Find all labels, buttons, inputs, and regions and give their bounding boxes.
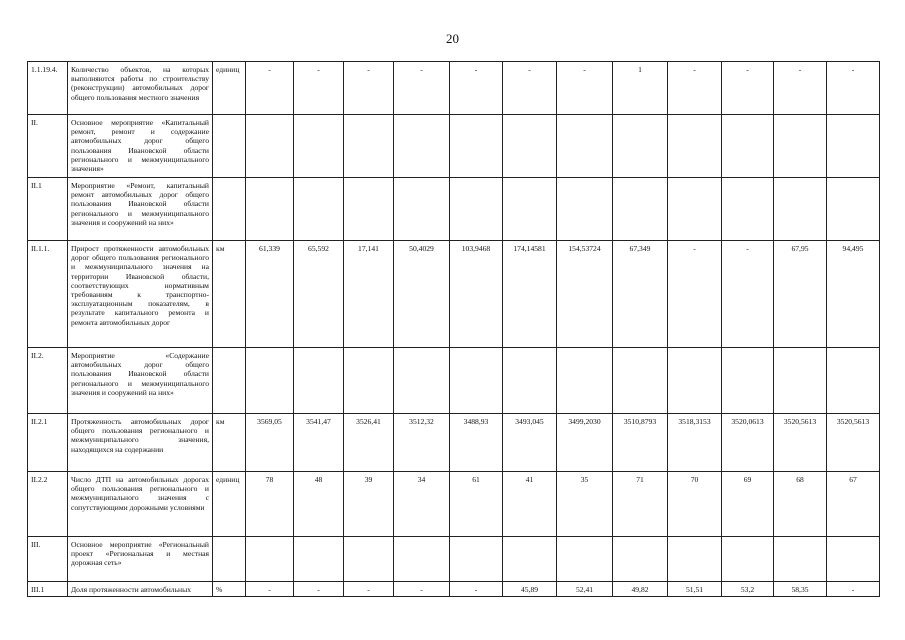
row-number-cell: III. <box>28 537 68 582</box>
value-cell <box>774 115 827 178</box>
value-cell <box>827 115 880 178</box>
value-cell: 78 <box>246 472 294 537</box>
value-cell <box>613 115 668 178</box>
unit-cell: км <box>213 414 246 472</box>
row-number-cell: II.2. <box>28 348 68 414</box>
unit-cell <box>213 178 246 241</box>
value-cell <box>668 537 722 582</box>
indicator-name-cell: Количество объектов, на которых выполняются работы по строительству (реконструкции) автомобильных дорог общего пользования местного значения <box>68 62 213 115</box>
table-row <box>28 241 880 348</box>
indicator-name-cell: Мероприятие «Содержание автомобильных дорог общего пользования Ивановской области регионального и межмуниципального значения и сооружений на них» <box>68 348 213 414</box>
indicator-name-cell: Основное мероприятие «Региональный проект «Региональная и местная дорожная сеть» <box>68 537 213 582</box>
value-cell: - <box>294 62 344 115</box>
value-cell: 3541,47 <box>294 414 344 472</box>
indicator-name-cell: Протяженность автомобильных дорог общего пользования регионального и межмуниципального значения, находящихся на содержании <box>68 414 213 472</box>
value-cell <box>246 115 294 178</box>
value-cell: - <box>450 582 503 597</box>
indicator-name-cell: Прирост протяженности автомобильных дорог общего пользования регионального и межмуниципального значения на территории Ивановской области, соответствующих нормативным требованиям к транспортно-эксплуатационным показателям, в результате капитального ремонта и ремонта автомобильных дорог <box>68 241 213 348</box>
value-cell <box>450 178 503 241</box>
value-cell <box>557 178 613 241</box>
value-cell: - <box>722 241 774 348</box>
value-cell: 71 <box>613 472 668 537</box>
unit-cell <box>213 115 246 178</box>
indicator-name-cell: Мероприятие «Ремонт, капитальный ремонт автомобильных дорог общего пользования Ивановской области регионального и межмуниципального значения и сооружений на них» <box>68 178 213 241</box>
value-cell: 3520,5613 <box>774 414 827 472</box>
value-cell: 67,95 <box>774 241 827 348</box>
row-number-cell: III.1 <box>28 582 68 597</box>
table-row <box>28 348 880 414</box>
value-cell <box>668 115 722 178</box>
value-cell: - <box>294 582 344 597</box>
indicators-table <box>27 61 880 597</box>
value-cell: 50,4029 <box>394 241 450 348</box>
unit-cell: единиц <box>213 472 246 537</box>
value-cell: 70 <box>668 472 722 537</box>
value-cell <box>246 178 294 241</box>
value-cell: 48 <box>294 472 344 537</box>
value-cell: 3499,2030 <box>557 414 613 472</box>
value-cell: 3518,3153 <box>668 414 722 472</box>
unit-cell <box>213 537 246 582</box>
value-cell <box>394 348 450 414</box>
value-cell <box>344 178 394 241</box>
value-cell <box>774 537 827 582</box>
indicator-name-cell: Основное мероприятие «Капитальный ремонт, ремонт и содержание автомобильных дорог общего пользования Ивановской области регионального и межмуниципального значения» <box>68 115 213 178</box>
value-cell: - <box>774 62 827 115</box>
value-cell: 3493,045 <box>503 414 557 472</box>
indicator-name-cell: Доля протяженности автомобильных <box>68 582 213 597</box>
value-cell <box>557 348 613 414</box>
row-number-cell: II.1 <box>28 178 68 241</box>
row-number-cell: II.2.1 <box>28 414 68 472</box>
unit-cell: % <box>213 582 246 597</box>
value-cell <box>827 348 880 414</box>
value-cell <box>722 537 774 582</box>
value-cell <box>613 537 668 582</box>
value-cell: - <box>722 62 774 115</box>
value-cell: 3488,93 <box>450 414 503 472</box>
value-cell: - <box>344 62 394 115</box>
value-cell: - <box>246 62 294 115</box>
value-cell: - <box>668 62 722 115</box>
table-row <box>28 178 880 241</box>
value-cell: 3520,0613 <box>722 414 774 472</box>
value-cell: 65,592 <box>294 241 344 348</box>
unit-cell: км <box>213 241 246 348</box>
value-cell <box>557 115 613 178</box>
value-cell: 68 <box>774 472 827 537</box>
row-number-cell: 1.1.19.4. <box>28 62 68 115</box>
value-cell: 61 <box>450 472 503 537</box>
value-cell: - <box>668 241 722 348</box>
value-cell <box>503 348 557 414</box>
value-cell: - <box>827 62 880 115</box>
value-cell: 61,339 <box>246 241 294 348</box>
unit-cell: единиц <box>213 62 246 115</box>
value-cell: 45,89 <box>503 582 557 597</box>
unit-cell <box>213 348 246 414</box>
value-cell: 51,51 <box>668 582 722 597</box>
value-cell: - <box>557 62 613 115</box>
value-cell: 103,9468 <box>450 241 503 348</box>
value-cell <box>294 115 344 178</box>
table-row <box>28 62 880 115</box>
value-cell <box>294 348 344 414</box>
table-row <box>28 115 880 178</box>
value-cell: - <box>246 582 294 597</box>
value-cell <box>722 178 774 241</box>
value-cell: 3512,32 <box>394 414 450 472</box>
value-cell <box>503 537 557 582</box>
value-cell <box>246 537 294 582</box>
value-cell: 67 <box>827 472 880 537</box>
table-row <box>28 472 880 537</box>
value-cell <box>294 178 344 241</box>
value-cell <box>722 348 774 414</box>
value-cell: - <box>394 62 450 115</box>
value-cell <box>503 115 557 178</box>
value-cell: 3510,8793 <box>613 414 668 472</box>
value-cell: 67,349 <box>613 241 668 348</box>
value-cell <box>557 537 613 582</box>
value-cell <box>774 348 827 414</box>
value-cell: 49,82 <box>613 582 668 597</box>
value-cell <box>668 348 722 414</box>
value-cell: 94,495 <box>827 241 880 348</box>
value-cell <box>344 348 394 414</box>
value-cell <box>613 348 668 414</box>
indicator-name-cell: Число ДТП на автомобильных дорогах общего пользования регионального и межмуниципального значения с сопутствующими дорожными условиями <box>68 472 213 537</box>
value-cell <box>394 537 450 582</box>
value-cell <box>246 348 294 414</box>
value-cell: 69 <box>722 472 774 537</box>
value-cell: - <box>503 62 557 115</box>
value-cell <box>394 178 450 241</box>
value-cell: 52,41 <box>557 582 613 597</box>
value-cell <box>344 115 394 178</box>
value-cell: - <box>394 582 450 597</box>
value-cell: - <box>450 62 503 115</box>
value-cell: 3520,5613 <box>827 414 880 472</box>
value-cell <box>827 178 880 241</box>
value-cell: 3569,05 <box>246 414 294 472</box>
value-cell <box>722 115 774 178</box>
value-cell <box>450 537 503 582</box>
value-cell: 1 <box>613 62 668 115</box>
value-cell <box>503 178 557 241</box>
table-row <box>28 414 880 472</box>
row-number-cell: II.1.1. <box>28 241 68 348</box>
value-cell: 39 <box>344 472 394 537</box>
value-cell <box>613 178 668 241</box>
value-cell: 53,2 <box>722 582 774 597</box>
value-cell <box>827 537 880 582</box>
value-cell <box>344 537 394 582</box>
value-cell: 41 <box>503 472 557 537</box>
value-cell: 174,14581 <box>503 241 557 348</box>
row-number-cell: II. <box>28 115 68 178</box>
page-number: 20 <box>446 31 459 46</box>
table-row <box>28 537 880 582</box>
value-cell: 35 <box>557 472 613 537</box>
value-cell <box>394 115 450 178</box>
value-cell: 3526,41 <box>344 414 394 472</box>
value-cell: 58,35 <box>774 582 827 597</box>
value-cell: 34 <box>394 472 450 537</box>
value-cell <box>450 115 503 178</box>
value-cell: - <box>827 582 880 597</box>
value-cell: 17,141 <box>344 241 394 348</box>
row-number-cell: II.2.2 <box>28 472 68 537</box>
value-cell <box>294 537 344 582</box>
value-cell: - <box>344 582 394 597</box>
value-cell <box>774 178 827 241</box>
value-cell: 154,53724 <box>557 241 613 348</box>
value-cell <box>668 178 722 241</box>
table-row <box>28 582 880 597</box>
value-cell <box>450 348 503 414</box>
